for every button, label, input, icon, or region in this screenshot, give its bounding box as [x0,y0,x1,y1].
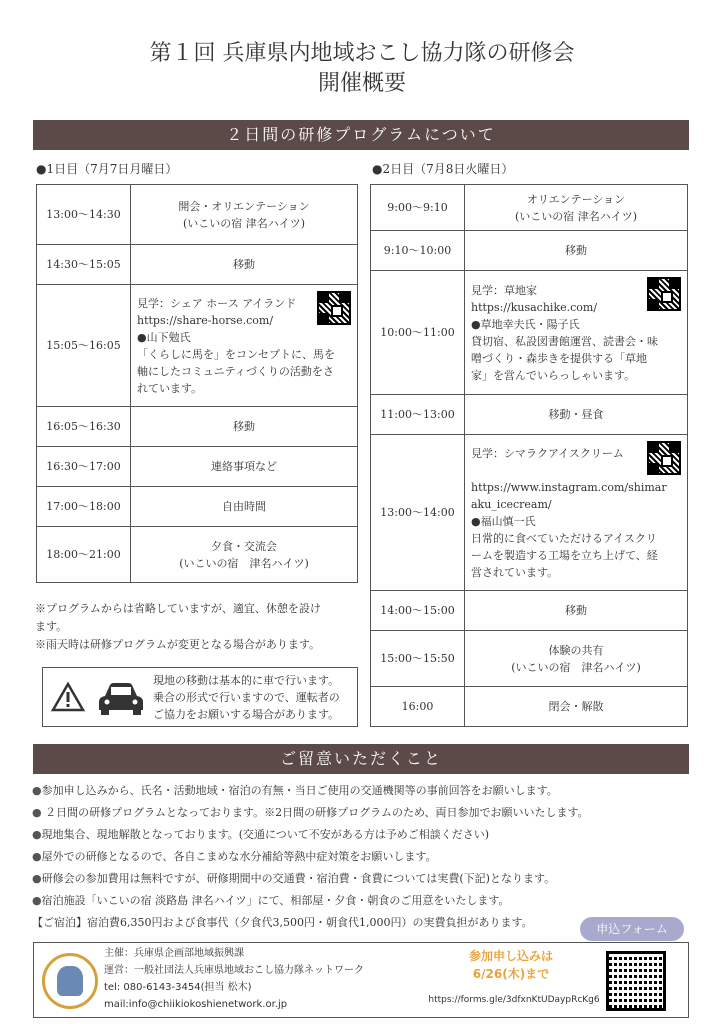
program-notes [35,600,355,654]
application-form-button[interactable]: 申込フォーム [580,917,684,941]
table-row [371,271,688,395]
lodging-note: 【ご宿泊】宿泊費6,350円および食事代（夕食代3,500円・朝食代1,000円）の実費負担があります。 [32,916,533,929]
table-row [37,527,358,583]
time-cell: 16:05～16:30 [37,407,131,447]
table-row [37,285,358,407]
time-cell: 11:00～13:00 [371,395,465,435]
table-row [371,631,688,687]
contact-phone[interactable]: tel: 080-6143-3454(担当 松木) [104,982,252,993]
time-cell: 18:00～21:00 [37,527,131,583]
activity-line: (いこいの宿 津名ハイツ) [511,660,641,674]
note-line: ※プログラムからは省略していますが、適宜、休憩を設け [35,602,321,615]
day2-schedule-table [370,184,688,727]
description-line: 軸にしたコミュニティづくりの活動をさ [137,364,334,378]
activity-line: オリエンテーション [526,192,626,206]
time-cell: 14:00～15:00 [371,591,465,631]
warning-icon [51,682,85,712]
activity-line: (いこいの宿 津名ハイツ) [514,209,638,223]
qr-code-icon[interactable] [647,277,681,311]
visit-title: 見学：シマラクアイスクリーム [471,446,624,460]
time-cell: 13:00～14:30 [37,185,131,245]
activity-line: (いこいの宿 津名ハイツ) [182,216,306,230]
time-cell: 17:00～18:00 [37,487,131,527]
transport-line: 現地の移動は基本的に車で行います。 [153,674,340,687]
host-name: ●福山慎一氏 [471,514,536,528]
car-icon [97,680,145,716]
visit-url[interactable]: https://kusachike.com/ [471,300,598,314]
deadline-notice [436,947,586,983]
description-line: 噌づくり・森歩きを提供する「草地 [471,351,647,365]
qr-code-icon[interactable] [606,951,666,1011]
activity-line: 体験の共有 [548,643,604,657]
list-item: ● 屋外での研修となるので、各自こまめな水分補給等熱中症対策をお願いします。 [32,846,692,868]
table-row [37,447,358,487]
table-row [371,231,688,271]
table-row [37,407,358,447]
day1-schedule-table [36,184,358,583]
activity-cell: 自由時間 [131,487,358,527]
transport-line: ご協力をお願いする場合があります。 [153,708,340,721]
organizer: 主催：兵庫県企画部地域振興課 [104,948,244,959]
visit-title: 見学：シェア ホース アイランド [137,296,297,310]
list-item: ● 現地集合、現地解散となっております。(交通について不安がある方は予めご相談ください) [32,824,692,846]
attention-list [32,780,692,934]
footer-contact [33,942,689,1018]
program-section-bar: ２日間の研修プログラムについて [33,120,689,150]
attention-section-bar: ご留意いただくこと [33,744,689,774]
note-line: ※雨天時は研修プログラムが変更となる場合があります。 [35,638,321,651]
description-line: ームを製造する工場を立ち上げて、経 [471,548,658,562]
note-line: ます。 [35,620,68,633]
list-item: ● 宿泊施設「いこいの宿 淡路島 津名ハイツ」にて、相部屋・夕食・朝食のご用意をいたします。 [32,890,692,912]
transport-text [153,672,353,723]
description-line: 家」を営んでいらっしゃいます。 [471,368,636,382]
form-url-link[interactable]: https://forms.gle/3dfxnKtUDaypRcKg6 [428,995,600,1005]
activity-cell [131,285,358,407]
time-cell: 15:05～16:05 [37,285,131,407]
contact-info [104,945,404,1013]
visit-title: 見学：草地家 [471,283,537,297]
page-subtitle: 開催概要 [317,71,406,96]
visit-url[interactable]: https://share-horse.com/ [137,313,274,327]
activity-cell: 移動 [131,407,358,447]
visit-url-cont[interactable]: aku_icecream/ [471,497,552,511]
day2-label: ●2日目（7月8日火曜日） [372,162,514,176]
table-row [371,185,688,231]
table-row [371,435,688,591]
transport-line: 乗合の形式で行いますので、運転者の [153,691,340,704]
activity-cell [465,271,688,395]
operator: 運営：一般社団法人兵庫県地域おこし協力隊ネットワーク [104,965,364,976]
description-line: 日常的に食べていただけるアイスクリ [471,531,657,545]
activity-cell: 移動 [465,231,688,271]
list-item: ● ２日間の研修プログラムとなっております。※2日間の研修プログラムのため、両日参加でお願いいたします。 [32,802,692,824]
description-line: 「くらしに馬を」をコンセプトに、馬を [137,347,335,361]
table-row [371,687,688,727]
time-cell: 9:00～9:10 [371,185,465,231]
activity-cell: 移動 [465,591,688,631]
activity-cell: 連絡事項など [131,447,358,487]
activity-line: 夕食・交流会 [211,539,277,553]
table-row [37,185,358,245]
activity-cell: 閉会・解散 [465,687,688,727]
time-cell: 14:30～15:05 [37,245,131,285]
visit-url[interactable]: https://www.instagram.com/shimar [471,480,667,494]
time-cell: 15:00～15:50 [371,631,465,687]
contact-email[interactable]: mail:info@chiikiokoshienetwork.or.jp [104,999,288,1010]
deadline-line: 参加申し込みは [468,949,553,963]
table-row [371,591,688,631]
table-row [371,395,688,435]
activity-line: 開会・オリエンテーション [178,199,310,213]
activity-cell [131,527,358,583]
time-cell: 9:10～10:00 [371,231,465,271]
table-row [37,245,358,285]
host-name: ●草地幸夫氏・陽子氏 [471,317,580,331]
activity-cell: 移動 [131,245,358,285]
page-title: 第１回 兵庫県内地域おこし協力隊の研修会 [149,41,575,66]
organization-logo-icon [42,953,98,1009]
description-line: 営されています。 [471,565,559,579]
qr-code-icon[interactable] [317,291,351,325]
list-item: ● 参加申し込みから、氏名・活動地域・宿泊の有無・当日ご使用の交通機関等の事前回答をお願いします。 [32,780,692,802]
time-cell: 16:00 [371,687,465,727]
description-line: れています。 [137,381,203,395]
table-row [37,487,358,527]
activity-line: (いこいの宿 津名ハイツ) [179,556,309,570]
deadline-date: 6/26(木)まで [472,967,550,981]
description-line: 貸切宿、私設図書館運営、読書会・味 [471,334,658,348]
activity-cell: 移動・昼食 [465,395,688,435]
qr-code-icon[interactable] [647,441,681,475]
host-name: ●山下勉氏 [137,330,191,344]
activity-cell [465,435,688,591]
list-item: ● 研修会の参加費用は無料ですが、研修期間中の交通費・宿泊費・食費については実費(下記)となります。 [32,868,692,890]
transport-notice [42,667,358,727]
activity-cell [131,185,358,245]
day1-label: ●1日目（7月7日月曜日） [36,162,178,176]
time-cell: 10:00～11:00 [371,271,465,395]
time-cell: 13:00～14:00 [371,435,465,591]
activity-cell [465,631,688,687]
activity-cell [465,185,688,231]
time-cell: 16:30～17:00 [37,447,131,487]
